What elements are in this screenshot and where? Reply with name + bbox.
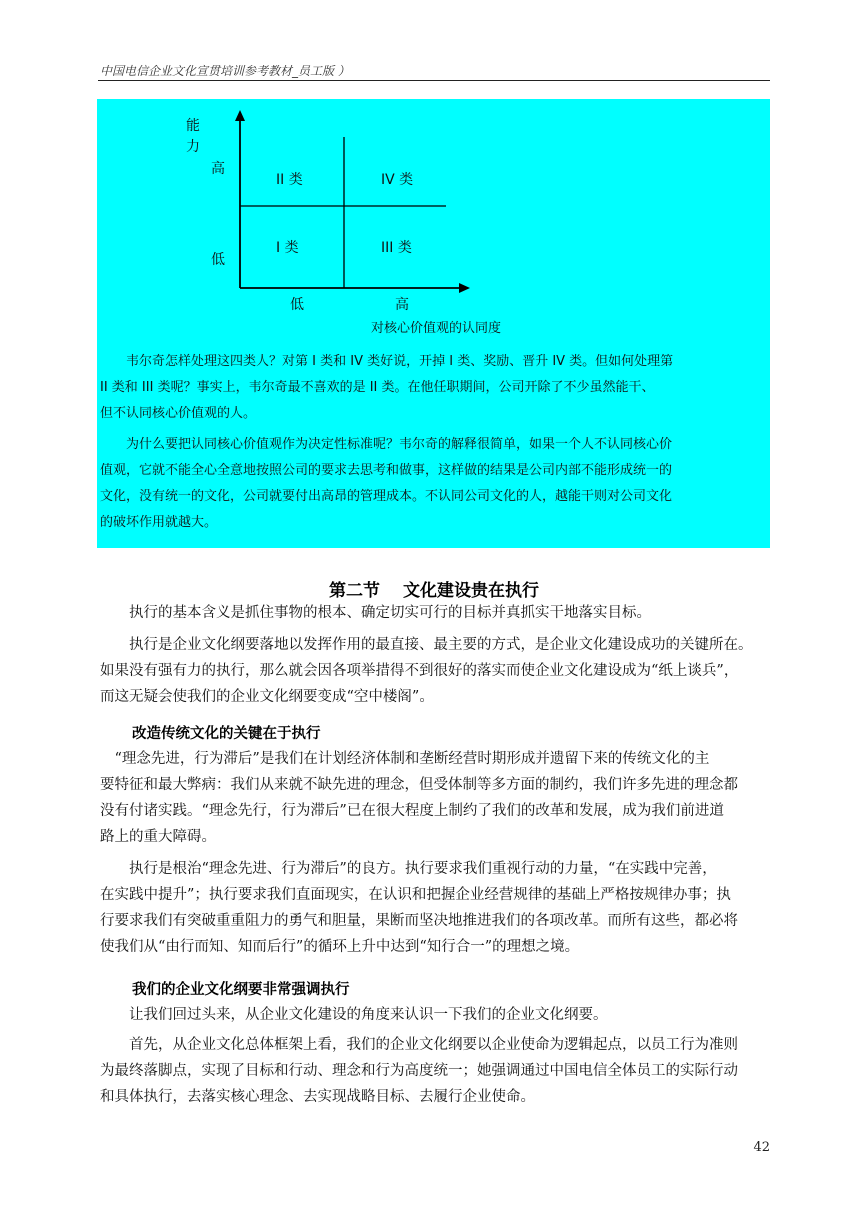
- text-line: 没有付诸实践。“理念先行，行为滞后”已在很大程度上制约了我们的改革和发展，成为我们前进道: [100, 803, 724, 819]
- text-line: 要特征和最大弊病：我们从来就不缺先进的理念，但受体制等多方面的制约，我们许多先进的理念都: [100, 777, 738, 793]
- body-paragraph-6: [100, 1032, 770, 1110]
- text-line: 使我们从“由行而知、知而后行”的循环上升中达到“知行合一”的理想之境。: [100, 939, 580, 955]
- quadrant-top-right: IV 类: [381, 172, 414, 188]
- y-high-label: 高: [211, 161, 225, 177]
- quadrant-bottom-right: III 类: [381, 240, 412, 256]
- x-high-label: 高: [395, 297, 409, 313]
- x-low-label: 低: [290, 297, 304, 313]
- text-line: II 类和 III 类呢？事实上，韦尔奇最不喜欢的是 II 类。在他任职期间，公司开除了不少虽然能干、: [100, 380, 655, 395]
- y-low-label: 低: [211, 252, 225, 268]
- running-header: 中国电信企业文化宣贯培训参考教材_员工版 ）: [100, 64, 350, 78]
- box-paragraph-2: [100, 432, 770, 536]
- body-paragraph-1: [100, 600, 770, 626]
- text-line: 如果没有强有力的执行，那么就会因各项举措得不到很好的落实而使企业文化建设成为“纸上谈兵”，: [100, 663, 739, 679]
- y-axis-arrow: [235, 110, 245, 121]
- x-axis-arrow: [459, 283, 470, 293]
- body-paragraph-2: [100, 632, 770, 710]
- text-line: 为最终落脚点，实现了目标和行动、理念和行为高度统一；她强调通过中国电信全体员工的实际行动: [100, 1063, 738, 1079]
- text-line: “理念先进，行为滞后”是我们在计划经济体制和垄断经营时期形成并遗留下来的传统文化的主: [100, 751, 710, 767]
- text-line: 但不认同核心价值观的人。: [100, 406, 257, 421]
- y-axis-label-2: 力: [186, 139, 200, 155]
- text-line: 首先，从企业文化总体框架上看，我们的企业文化纲要以企业使命为逻辑起点，以员工行为准则: [100, 1037, 738, 1053]
- text-line: 执行的基本含义是抓住事物的根本、确定切实可行的目标并真抓实干地落实目标。: [100, 605, 651, 621]
- text-line: 文化，没有统一的文化，公司就要付出高昂的管理成本。不认同公司文化的人，越能干则对公司文化: [100, 489, 673, 504]
- text-line: 路上的重大障碍。: [100, 829, 216, 845]
- text-line: 执行是企业文化纲要落地以发挥作用的最直接、最主要的方式，是企业文化建设成功的关键所在。: [100, 637, 753, 653]
- x-axis-label: 对核心价值观的认同度: [371, 321, 502, 336]
- subheading-2: 我们的企业文化纲要非常强调执行: [132, 982, 350, 998]
- text-line: 行要求我们有突破重重阻力的勇气和胆量，果断而坚决地推进我们的各项改革。而所有这些，都必将: [100, 913, 738, 929]
- box-paragraph-1: [100, 349, 770, 427]
- text-line: 为什么要把认同核心价值观作为决定性标准呢？韦尔奇的解释很简单，如果一个人不认同核心价: [100, 437, 673, 452]
- body-paragraph-5: [100, 1002, 770, 1028]
- text-line: 在实践中提升”；执行要求我们直面现实，在认识和把握企业经营规律的基础上严格按规律办事；执: [100, 887, 731, 903]
- text-line: 让我们回过头来，从企业文化建设的角度来认识一下我们的企业文化纲要。: [100, 1007, 608, 1023]
- y-axis-label-1: 能: [186, 118, 200, 134]
- text-line: 执行是根治“理念先进、行为滞后”的良方。执行要求我们重视行动的力量，“在实践中完善，: [100, 861, 717, 877]
- section-title: 第二节 文化建设贵在执行: [329, 581, 539, 601]
- text-line: 韦尔奇怎样处理这四类人？对第 I 类和 IV 类好说，开掉 I 类、奖励、晋升 IV 类。但如何处理第: [100, 354, 674, 369]
- body-paragraph-4: [100, 856, 770, 960]
- page-number: 42: [753, 1140, 770, 1155]
- text-line: 而这无疑会使我们的企业文化纲要变成“空中楼阁”。: [100, 689, 434, 705]
- quadrant-top-left: II 类: [276, 172, 303, 188]
- quadrant-bottom-left: I 类: [276, 240, 299, 256]
- body-paragraph-3: [100, 746, 770, 850]
- text-line: 的破坏作用就越大。: [100, 515, 218, 530]
- quadrant-diagram: [0, 0, 868, 360]
- text-line: 值观，它就不能全心全意地按照公司的要求去思考和做事，这样做的结果是公司内部不能形成统一的: [100, 463, 673, 478]
- text-line: 和具体执行，去落实核心理念、去实现战略目标、去履行企业使命。: [100, 1089, 535, 1105]
- subheading-1: 改造传统文化的关键在于执行: [132, 726, 321, 742]
